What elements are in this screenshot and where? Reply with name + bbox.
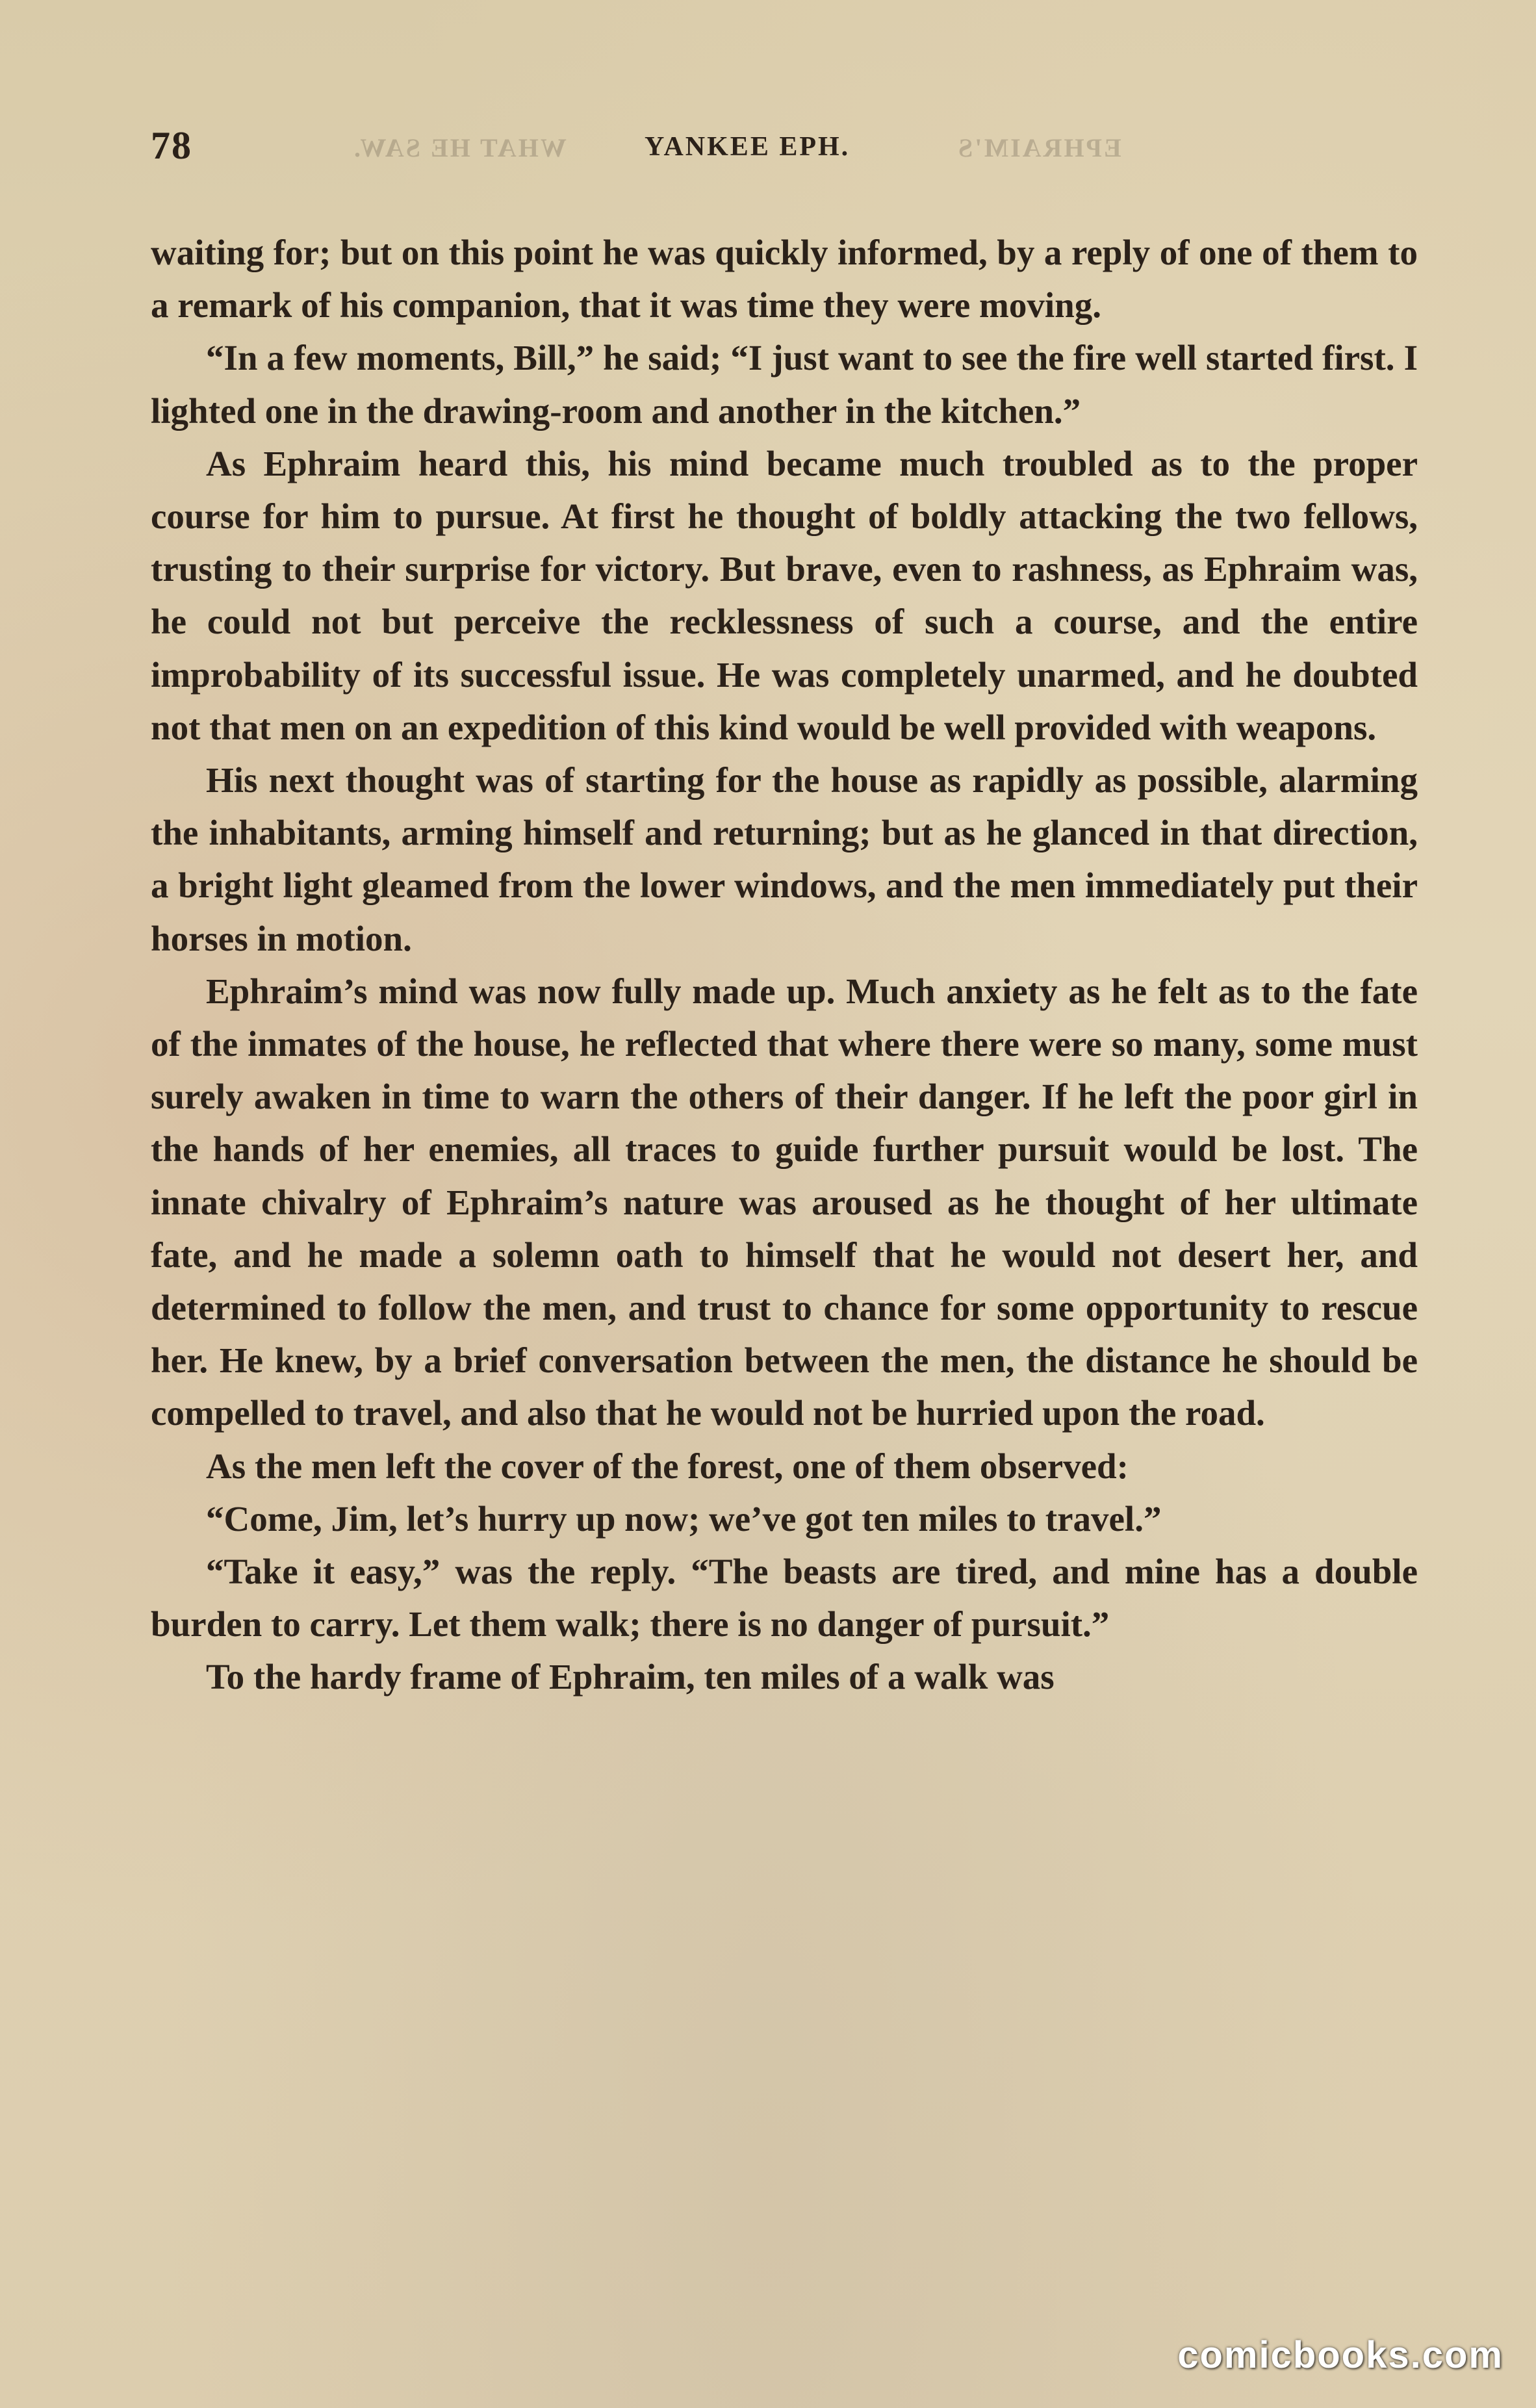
paragraph: waiting for; but on this point he was quickly informed, by a reply of one of them to a remark of his companion, that it was time they were moving. bbox=[151, 233, 1418, 326]
page-number: 78 bbox=[151, 124, 192, 167]
paragraph: “Come, Jim, let’s hurry up now; we’ve got ten miles to travel.” bbox=[206, 1498, 1162, 1539]
paragraph: “In a few moments, Bill,” he said; “I just want to see the fire well started first. I lighted one in the drawing-room and another in the kitchen.” bbox=[151, 338, 1418, 431]
paragraph: His next thought was of starting for the house as rapidly as possible, alarming the inhabitants, arming himself and returning; but as he glanced in that direction, a bright light gleamed from the lower windows, and the men immediately put their horses in motion. bbox=[151, 760, 1418, 958]
running-title: YANKEE EPH. bbox=[645, 132, 851, 162]
paragraph: “Take it easy,” was the reply. “The beasts are tired, and mine has a double burden to carry. Let them walk; there is no danger of pursuit.” bbox=[151, 1552, 1418, 1645]
paragraph: As the men left the cover of the forest, one of them observed: bbox=[206, 1446, 1129, 1486]
bleed-through-title-left: WHAT HE SAW. bbox=[352, 133, 567, 162]
bleed-through-title-right: EPHRAIM'S bbox=[956, 133, 1121, 162]
body-text bbox=[151, 226, 1418, 1704]
paragraph: Ephraim’s mind was now fully made up. Much anxiety as he felt as to the fate of the inmates of the house, he reflected that where there were so many, some must surely awaken in time to warn the others of their danger. If he left the poor girl in the hands of her enemies, all traces to guide further pursuit would be lost. The innate chivalry of Ephraim’s nature was aroused as he thought of her ultimate fate, and he made a solemn oath to himself that he would not desert her, and determined to follow the men, and trust to chance for some opportunity to rescue her. He knew, by a brief conversation between the men, the distance he should be compelled to travel, and also that he would not be hurried upon the road. bbox=[151, 971, 1418, 1433]
watermark: comicbooks.com bbox=[1177, 2334, 1504, 2376]
paragraph: To the hardy frame of Ephraim, ten miles of a walk was bbox=[206, 1657, 1055, 1697]
paragraph: As Ephraim heard this, his mind became much troubled as to the proper course for him to pursue. At first he thought of boldly attacking the two fellows, trusting to their surprise for victory. But brave, even to rashness, as Ephraim was, he could not but perceive the recklessness of such a course, and the entire improbability of its successful issue. He was completely unarmed, and he doubted not that men on an expedition of this kind would be well provided with weapons. bbox=[151, 443, 1418, 747]
page-header bbox=[151, 123, 1418, 182]
